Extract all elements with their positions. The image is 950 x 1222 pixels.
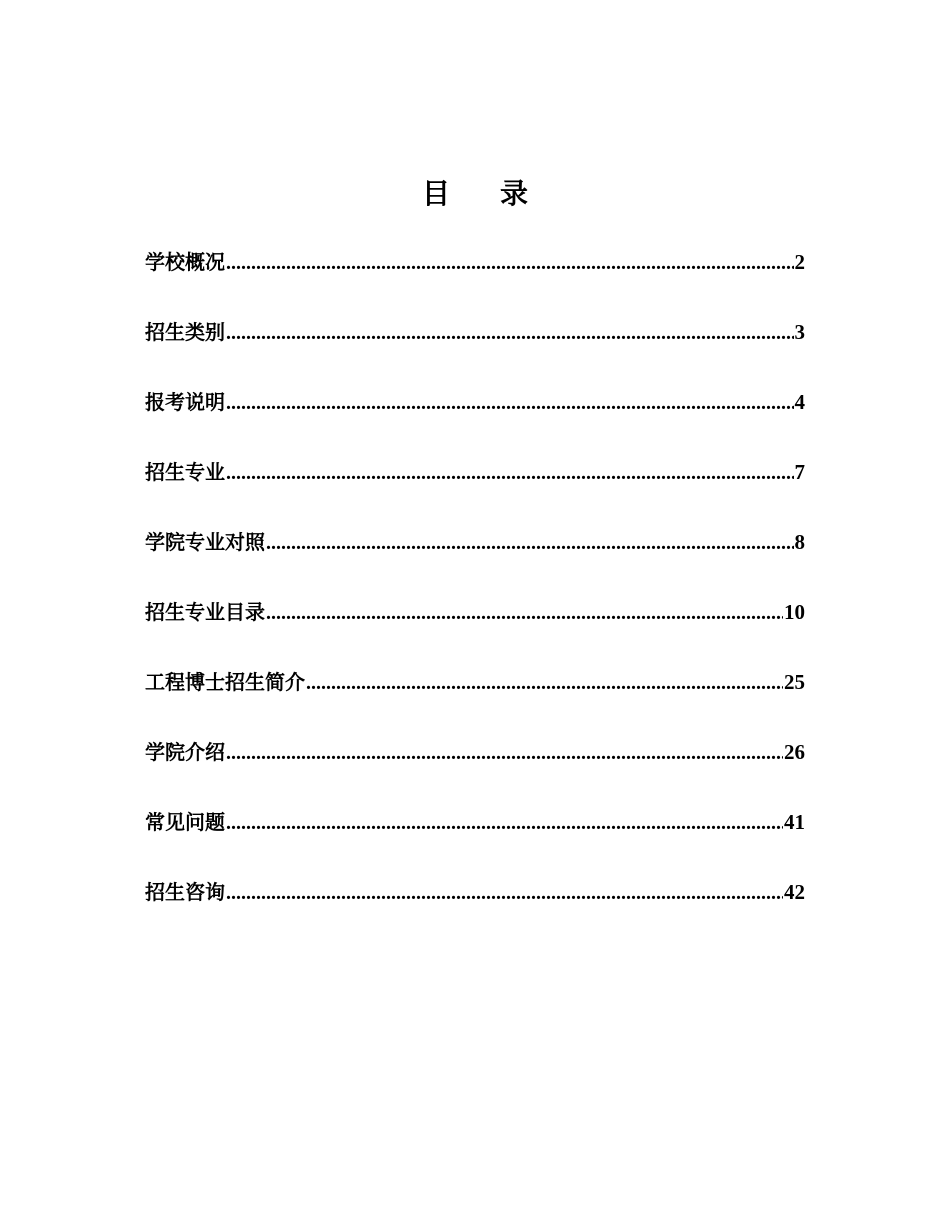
- toc-entry-admission-categories[interactable]: [145, 314, 805, 384]
- toc-title: [0, 172, 950, 216]
- toc-dot-leader: [226, 315, 794, 351]
- toc-page-number: 10: [784, 600, 805, 624]
- toc-page-number: 26: [784, 740, 805, 764]
- toc-dot-leader: [226, 805, 783, 841]
- toc-entry-admission-majors[interactable]: [145, 454, 805, 524]
- toc-entry-engineering-doctorate[interactable]: [145, 664, 805, 734]
- toc-title-char: 录: [500, 177, 529, 210]
- toc-entry-label: 学院专业对照: [145, 530, 265, 554]
- toc-entry-label: 报考说明: [145, 390, 225, 414]
- toc-page-number: 3: [794, 320, 805, 344]
- toc-entry-application-notes[interactable]: [145, 384, 805, 454]
- toc-dot-leader: [226, 735, 783, 771]
- toc-entry-label: 招生类别: [145, 320, 225, 344]
- toc-dot-leader: [306, 665, 783, 701]
- toc-entry-label: 招生咨询: [145, 880, 225, 904]
- toc-dot-leader: [226, 385, 794, 421]
- toc-entry-label: 学院介绍: [145, 740, 225, 764]
- toc-page-number: 7: [794, 460, 805, 484]
- toc-dot-leader: [226, 875, 783, 911]
- toc-entry-label: 常见问题: [145, 810, 225, 834]
- toc-entry-label: 招生专业: [145, 460, 225, 484]
- toc-list: [145, 244, 805, 944]
- toc-page-number: 2: [794, 250, 805, 274]
- toc-page-number: 25: [784, 670, 805, 694]
- toc-page-number: 42: [784, 880, 805, 904]
- toc-dot-leader: [226, 245, 794, 281]
- toc-page-number: 41: [784, 810, 805, 834]
- toc-page-number: 8: [794, 530, 805, 554]
- toc-entry-college-introduction[interactable]: [145, 734, 805, 804]
- toc-dot-leader: [266, 595, 783, 631]
- toc-dot-leader: [266, 525, 794, 561]
- toc-entry-admission-inquiry[interactable]: [145, 874, 805, 944]
- toc-entry-faq[interactable]: [145, 804, 805, 874]
- toc-entry-label: 学校概况: [145, 250, 225, 274]
- toc-entry-school-overview[interactable]: [145, 244, 805, 314]
- toc-page-number: 4: [794, 390, 805, 414]
- toc-entry-label: 招生专业目录: [145, 600, 265, 624]
- toc-entry-college-major-mapping[interactable]: [145, 524, 805, 594]
- toc-title-char: 目: [421, 177, 450, 210]
- toc-entry-major-catalog[interactable]: [145, 594, 805, 664]
- toc-dot-leader: [226, 455, 794, 491]
- toc-entry-label: 工程博士招生简介: [145, 670, 305, 694]
